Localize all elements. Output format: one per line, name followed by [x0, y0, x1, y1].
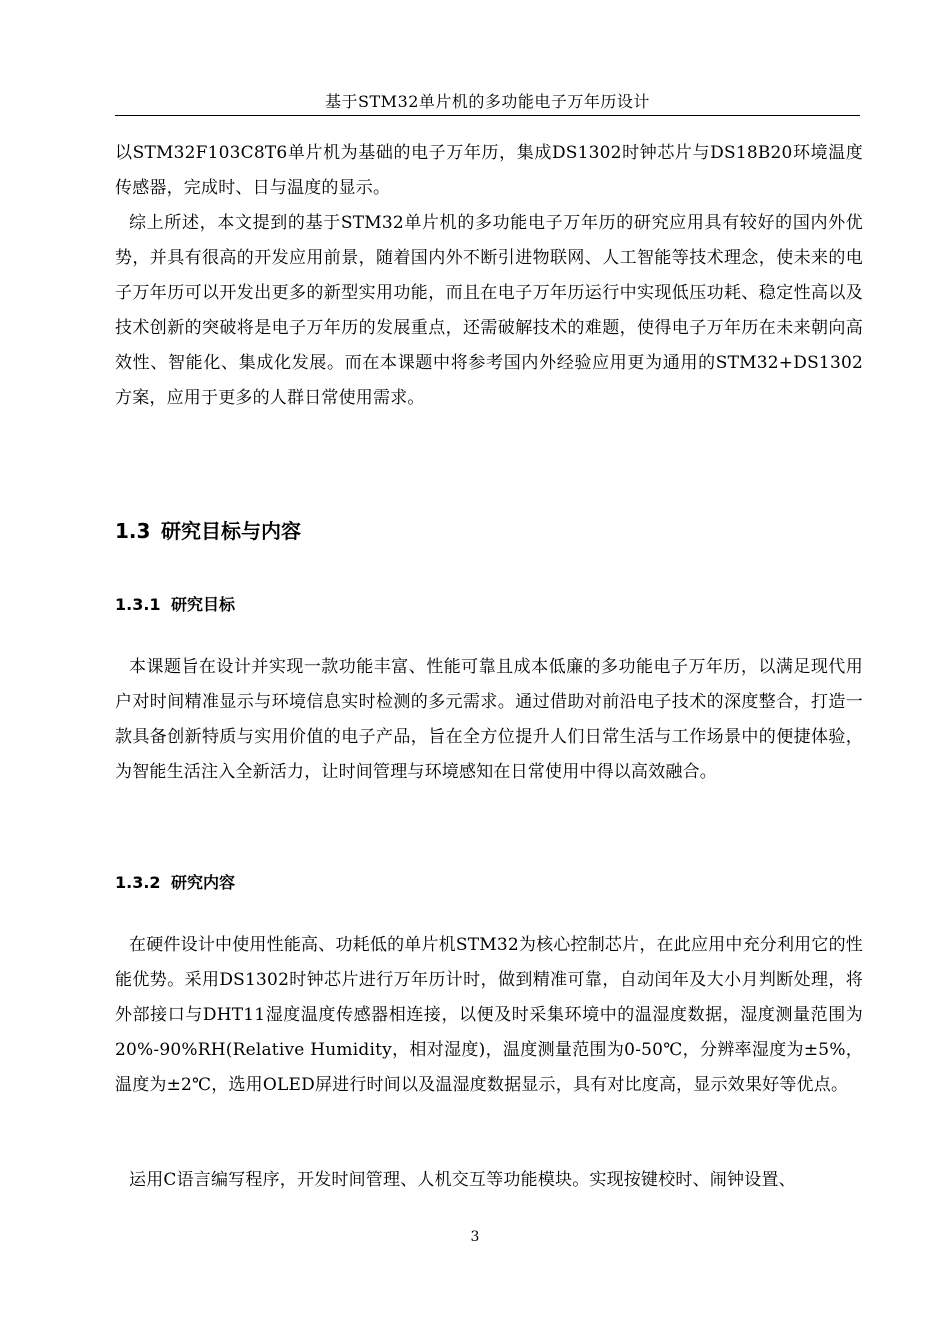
body-paragraph-3: 本课题旨在设计并实现一款功能丰富、性能可靠且成本低廉的多功能电子万年历，以满足现代用户对时间精准显示与环境信息实时检测的多元需求。通过借助对前沿电子技术的深度整合，打造一款具备创新特质与实用价值的电子产品，旨在全方位提升人们日常生活与工作场景中的便捷体验，为智能生活注入全新活力，让时间管理与环境感知在日常使用中得以高效融合。 [115, 657, 863, 782]
body-paragraph-4: 在硬件设计中使用性能高、功耗低的单片机STM32为核心控制芯片，在此应用中充分利用它的性能优势。采用DS1302时钟芯片进行万年历计时，做到精准可靠，自动闰年及大小月判断处理，将外部接口与DHT11湿度温度传感器相连接，以便及时采集环境中的温湿度数据，湿度测量范围为20%-90%RH(Relative Humidity，相对湿度)，温度测量范围为0-50℃，分辨率湿度为±5%，温度为±2℃，选用OLED屏进行时间以及温湿度数据显示，具有对比度高，显示效果好等优点。 [115, 935, 863, 1095]
subsection-title: 研究内容 [171, 873, 236, 892]
page-number: 3 [470, 1229, 480, 1245]
section-heading-1-3 [115, 518, 301, 544]
body-paragraph-1: 以STM32F103C8T6单片机为基础的电子万年历，集成DS1302时钟芯片与DS18B20环境温度传感器，完成时、日与温度的显示。 [115, 143, 863, 198]
section-number: 1.3 [115, 519, 151, 543]
subsection-number: 1.3.2 [115, 873, 161, 892]
body-paragraph-2: 综上所述，本文提到的基于STM32单片机的多功能电子万年历的研究应用具有较好的国内外优势，并具有很高的开发应用前景，随着国内外不断引进物联网、人工智能等技术理念，使未来的电子万年历可以开发出更多的新型实用功能，而且在电子万年历运行中实现低压功耗、稳定性高以及技术创新的突破将是电子万年历的发展重点，还需破解技术的难题，使得电子万年历在未来朝向高效性、智能化、集成化发展。而在本课题中将参考国内外经验应用更为通用的STM32+DS1302方案，应用于更多的人群日常使用需求。 [115, 213, 863, 408]
section-title: 研究目标与内容 [161, 519, 301, 543]
header-divider [115, 115, 860, 116]
body-paragraph-5: 运用C语言编写程序，开发时间管理、人机交互等功能模块。实现按键校时、闹钟设置、 [129, 1170, 796, 1190]
subsection-title: 研究目标 [171, 595, 236, 614]
subsection-heading-1-3-2 [115, 872, 235, 894]
subsection-heading-1-3-1 [115, 594, 235, 616]
running-header: 基于STM32单片机的多功能电子万年历设计 [325, 92, 650, 111]
subsection-number: 1.3.1 [115, 595, 161, 614]
